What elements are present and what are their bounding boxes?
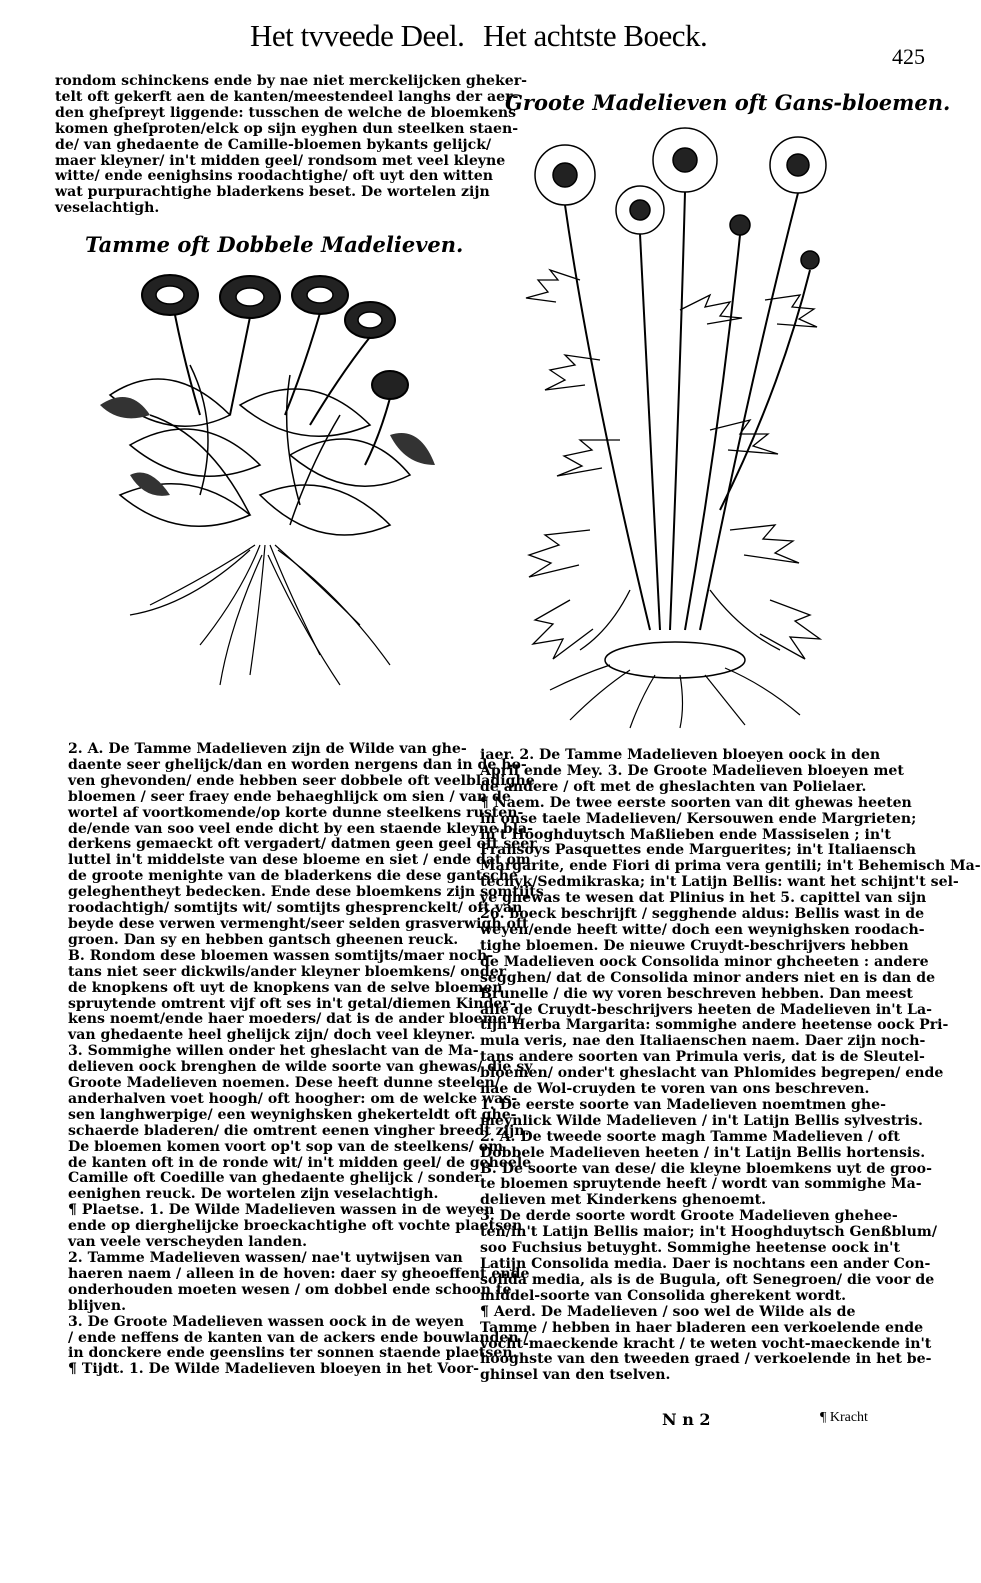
- text-line: middel-soorte van Consolida gherekent wordt.: [480, 1287, 847, 1304]
- text-line: de kanten oft in de ronde wit/ in't midden geel/ de geheele: [68, 1154, 532, 1171]
- text-line: B. De soorte van dese/ die kleyne bloemkens uyt de groo-: [480, 1160, 932, 1177]
- text-line: onderhouden moeten wesen / om dobbel ende schoon te: [68, 1281, 512, 1298]
- text-line: derkens gemaeckt oft vergadert/ datmen geen geel oft seer: [68, 836, 537, 853]
- text-line: bloemen/ onder't gheslacht van Phlomides begrepen/ ende: [480, 1065, 944, 1082]
- text-line: delieven met Kinderkens ghenoemt.: [480, 1192, 767, 1209]
- caption-left: Tamme oft Dobbele Madelieven.: [85, 232, 464, 257]
- text-line: veselachtigh.: [55, 200, 160, 217]
- text-line: telt oft gekerft aen de kanten/meestendeel langhs der aer-: [55, 88, 519, 105]
- illustration-double-daisy: [90, 265, 450, 695]
- text-line: wat purpurachtighe bladerkens beset. De wortelen zijn: [55, 184, 490, 201]
- text-line: nae de Wol-cruyden te voren van ons beschreven.: [480, 1081, 870, 1098]
- text-line: mula veris, nae den Italiaenschen naem. Daer zijn noch-: [480, 1033, 926, 1050]
- text-line: in onse taele Madelieven/ Kersouwen ende Margrieten;: [480, 810, 917, 827]
- text-line: komen gheſproten/elck op sijn eyghen dun steelken staen-: [55, 120, 519, 137]
- text-line: eenighen reuck. De wortelen zijn veselachtigh.: [68, 1186, 439, 1203]
- text-line: Latijn Consolida media. Daer is nochtans een ander Con-: [480, 1256, 931, 1272]
- text-line: ven ghevonden/ ende hebben seer dobbele oft veelbladighe: [68, 772, 535, 789]
- text-line: ¶ Tijdt. 1. De Wilde Madelieven bloeyen in het Voor-: [68, 1361, 480, 1378]
- text-line: weyen/ende heeft witte/ doch een weynighsken roodach-: [480, 921, 925, 938]
- text-line: bloemen / seer fraey ende behaeghlijck om sien / van de: [68, 788, 511, 805]
- text-line: schaerde bladeren/ die omtrent eenen vingher breedt zijn.: [68, 1122, 530, 1139]
- text-line: maer kleyner/ in't midden geel/ rondsom met veel kleyne: [55, 152, 506, 169]
- text-line: 2. A. De Tamme Madelieven zijn de Wilde van ghe-: [68, 741, 467, 757]
- text-line: de Madelieven oock Consolida minor ghcheeten : andere: [480, 953, 929, 970]
- text-line: roodachtigh/ somtijts wit/ somtijts ghesprenckelt/ oft van: [68, 900, 523, 917]
- right-column-text: [480, 747, 981, 1384]
- text-line: ¶ Plaetse. 1. De Wilde Madelieven wassen in de weyen: [68, 1202, 495, 1219]
- text-line: ¶ Aerd. De Madelieven / soo wel de Wilde als de: [480, 1303, 856, 1320]
- text-line: tijn Herba Margarita: sommighe andere heetense oock Pri-: [480, 1017, 949, 1034]
- text-line: blijven.: [68, 1297, 126, 1314]
- header-left-title: Het tvveede Deel.: [250, 18, 465, 53]
- text-line: rondom schinckens ende by nae niet merckelijcken gheker-: [55, 73, 528, 89]
- caption-right: Groote Madelieven oft Gans-bloemen.: [505, 90, 951, 115]
- text-line: soo Fuchsius betuyght. Sommighe heetense oock in't: [480, 1240, 900, 1257]
- catchword: ¶ Kracht: [820, 1410, 868, 1425]
- text-line: tighe bloemen. De nieuwe Cruydt-beschrijvers hebben: [480, 937, 909, 954]
- text-line: De bloemen komen voort op't sop van de steelkens/ om: [68, 1138, 504, 1155]
- left-column-text: [68, 741, 544, 1378]
- text-line: in't Hooghduytsch Maßlieben ende Massiselen ; in't: [480, 826, 891, 843]
- illustration-oxeye-daisy: [510, 130, 850, 730]
- text-line: Camille oft Coedille van ghedaente ghelijck / sonder: [68, 1170, 482, 1187]
- text-line: Margarite, ende Fiori di prima vera gentili; in't Behemisch Ma-: [480, 858, 981, 875]
- text-line: tans andere soorten van Primula veris, dat is de Sleutel-: [480, 1049, 925, 1066]
- text-line: in donckere ende geenslins ter sonnen staende plaetsen.: [68, 1345, 518, 1362]
- text-line: Tamme / hebben in haer bladeren een verkoelende ende: [480, 1319, 924, 1336]
- text-line: April ende Mey. 3. De Groote Madelieven bloeyen met: [480, 762, 904, 779]
- text-line: kens noemt/ende haer moeders/ dat is de ander bloemen/: [68, 1011, 522, 1028]
- header-right-title: Het achtste Boeck.: [483, 18, 708, 53]
- text-line: de andere / oft met de gheslachten van Polielaer.: [480, 778, 867, 795]
- text-line: spruytende omtrent vijf oft ses in't getal/diemen Kinder-: [68, 995, 516, 1012]
- text-line: 3. De derde soorte wordt Groote Madelieven ghehee-: [480, 1208, 898, 1225]
- text-line: de/ van ghedaente de Camille-bloemen bykants gelijck/: [55, 136, 492, 153]
- signature-mark: N n 2: [662, 1410, 711, 1429]
- text-line: witte/ ende eenighsins roodachtighe/ oft uyt den witten: [55, 168, 493, 185]
- text-line: 1. De eerste soorte van Madelieven noemtmen ghe-: [480, 1096, 886, 1113]
- text-line: geleghentheyt bedecken. Ende dese bloemkens zijn somtijts: [68, 884, 544, 901]
- page-number: 425: [892, 44, 925, 69]
- text-line: van ghedaente heel ghelijck zijn/ doch veel kleyner.: [68, 1027, 476, 1044]
- text-line: ende op dierghelijcke broeckachtighe oft vochte plaetsen: [68, 1218, 523, 1235]
- text-line: Groote Madelieven noemen. Dese heeft dunne steelen/: [68, 1075, 500, 1092]
- text-line: 26. boeck beschrijft / segghende aldus: Bellis wast in de: [480, 906, 925, 923]
- text-line: daente seer ghelijck/dan en worden nergens dan in de ho-: [68, 756, 527, 773]
- text-line: de groote menighte van de bladerkens die dese gantsche: [68, 868, 518, 885]
- text-line: groen. Dan sy en hebben gantsch gheenen reuck.: [68, 931, 459, 948]
- text-line: / ende neffens de kanten van de ackers ende bouwlanden /: [68, 1329, 529, 1346]
- text-line: delieven oock brenghen de wilde soorte van ghewas/ die sy: [68, 1059, 533, 1076]
- text-line: beyde dese verwen vermenght/seer selden grasverwigh oft: [68, 915, 529, 932]
- text-line: te bloemen spruytende heeft / wordt van sommighe Ma-: [480, 1176, 922, 1193]
- text-line: iaer. 2. De Tamme Madelieven bloeyen oock in den: [480, 747, 881, 763]
- text-line: alle de Cruydt-beschrijvers heeten de Madelieven in't La-: [480, 1001, 932, 1018]
- text-line: de/ende van soo veel ende dicht by een staende kleyne bla-: [68, 820, 533, 837]
- text-line: segghen/ dat de Consolida minor anders niet en is dan de: [480, 969, 936, 986]
- text-line: ve ghewas te wesen dat Plinius in het 5. capittel van sijn: [480, 890, 927, 907]
- text-line: van veele verscheyden landen.: [68, 1234, 308, 1251]
- text-line: 2. Tamme Madelieven wassen/ nae't uytwijsen van: [68, 1250, 463, 1266]
- text-line: 2. A. De tweede soorte magh Tamme Madelieven / oft: [480, 1128, 900, 1145]
- text-line: Brunelle / die wy voren beschreven hebben. Dan meest: [480, 985, 913, 1002]
- text-line: sen langhwerpige/ een weynighsken ghekerteldt oft ghe-: [68, 1106, 517, 1123]
- text-line: 3. De Groote Madelieven wassen oock in de weyen: [68, 1313, 464, 1330]
- text-line: ten/in't Latijn Bellis maior; in't Hooghduytsch Genßblum/: [480, 1224, 937, 1241]
- text-line: den gheſpreyt liggende: tusschen de welche de bloemkens: [55, 104, 517, 121]
- text-line: tecnyk/Sedmikraska; in't Latijn Bellis: want het schijnt't sel-: [480, 874, 959, 891]
- text-line: wortel af voortkomende/op korte dunne steelkens rusten-: [68, 804, 524, 821]
- text-line: luttel in't middelste van dese bloeme en siet / ende dat om: [68, 852, 531, 869]
- text-line: haeren naem / alleen in de hoven: daer sy gheoeffent ende: [68, 1265, 530, 1282]
- text-line: anderhalven voet hoogh/ oft hoogher: om de welcke was-: [68, 1090, 518, 1107]
- text-line: meynlick Wilde Madelieven / in't Latijn Bellis sylvestris.: [480, 1112, 923, 1129]
- top-paragraph: [55, 73, 528, 217]
- text-line: 3. Sommighe willen onder het gheslacht van de Ma-: [68, 1043, 479, 1060]
- text-line: ghinsel van den tselven.: [480, 1367, 671, 1384]
- text-line: de knopkens oft uyt de knopkens van de selve bloemen: [68, 979, 503, 996]
- text-line: tans niet seer dickwils/ander kleyner bloemkens/ onder: [68, 963, 507, 980]
- text-line: B. Rondom dese bloemen wassen somtijts/maer noch-: [68, 947, 494, 964]
- text-line: hooghste van den tweeden graed / verkoelende in het be-: [480, 1351, 932, 1368]
- text-line: Dobbele Madelieven heeten / in't Latijn Bellis hortensis.: [480, 1144, 926, 1161]
- text-line: vocht-maeckende kracht / te weten vocht-maeckende in't: [480, 1335, 932, 1352]
- text-line: solida media, als is de Bugula, oft Senegroen/ die voor de: [480, 1271, 935, 1288]
- text-line: ¶ Naem. De twee eerste soorten van dit ghewas heeten: [480, 794, 912, 811]
- text-line: Fransoys Pasquettes ende Marguerites; in't Italiaensch: [480, 842, 916, 859]
